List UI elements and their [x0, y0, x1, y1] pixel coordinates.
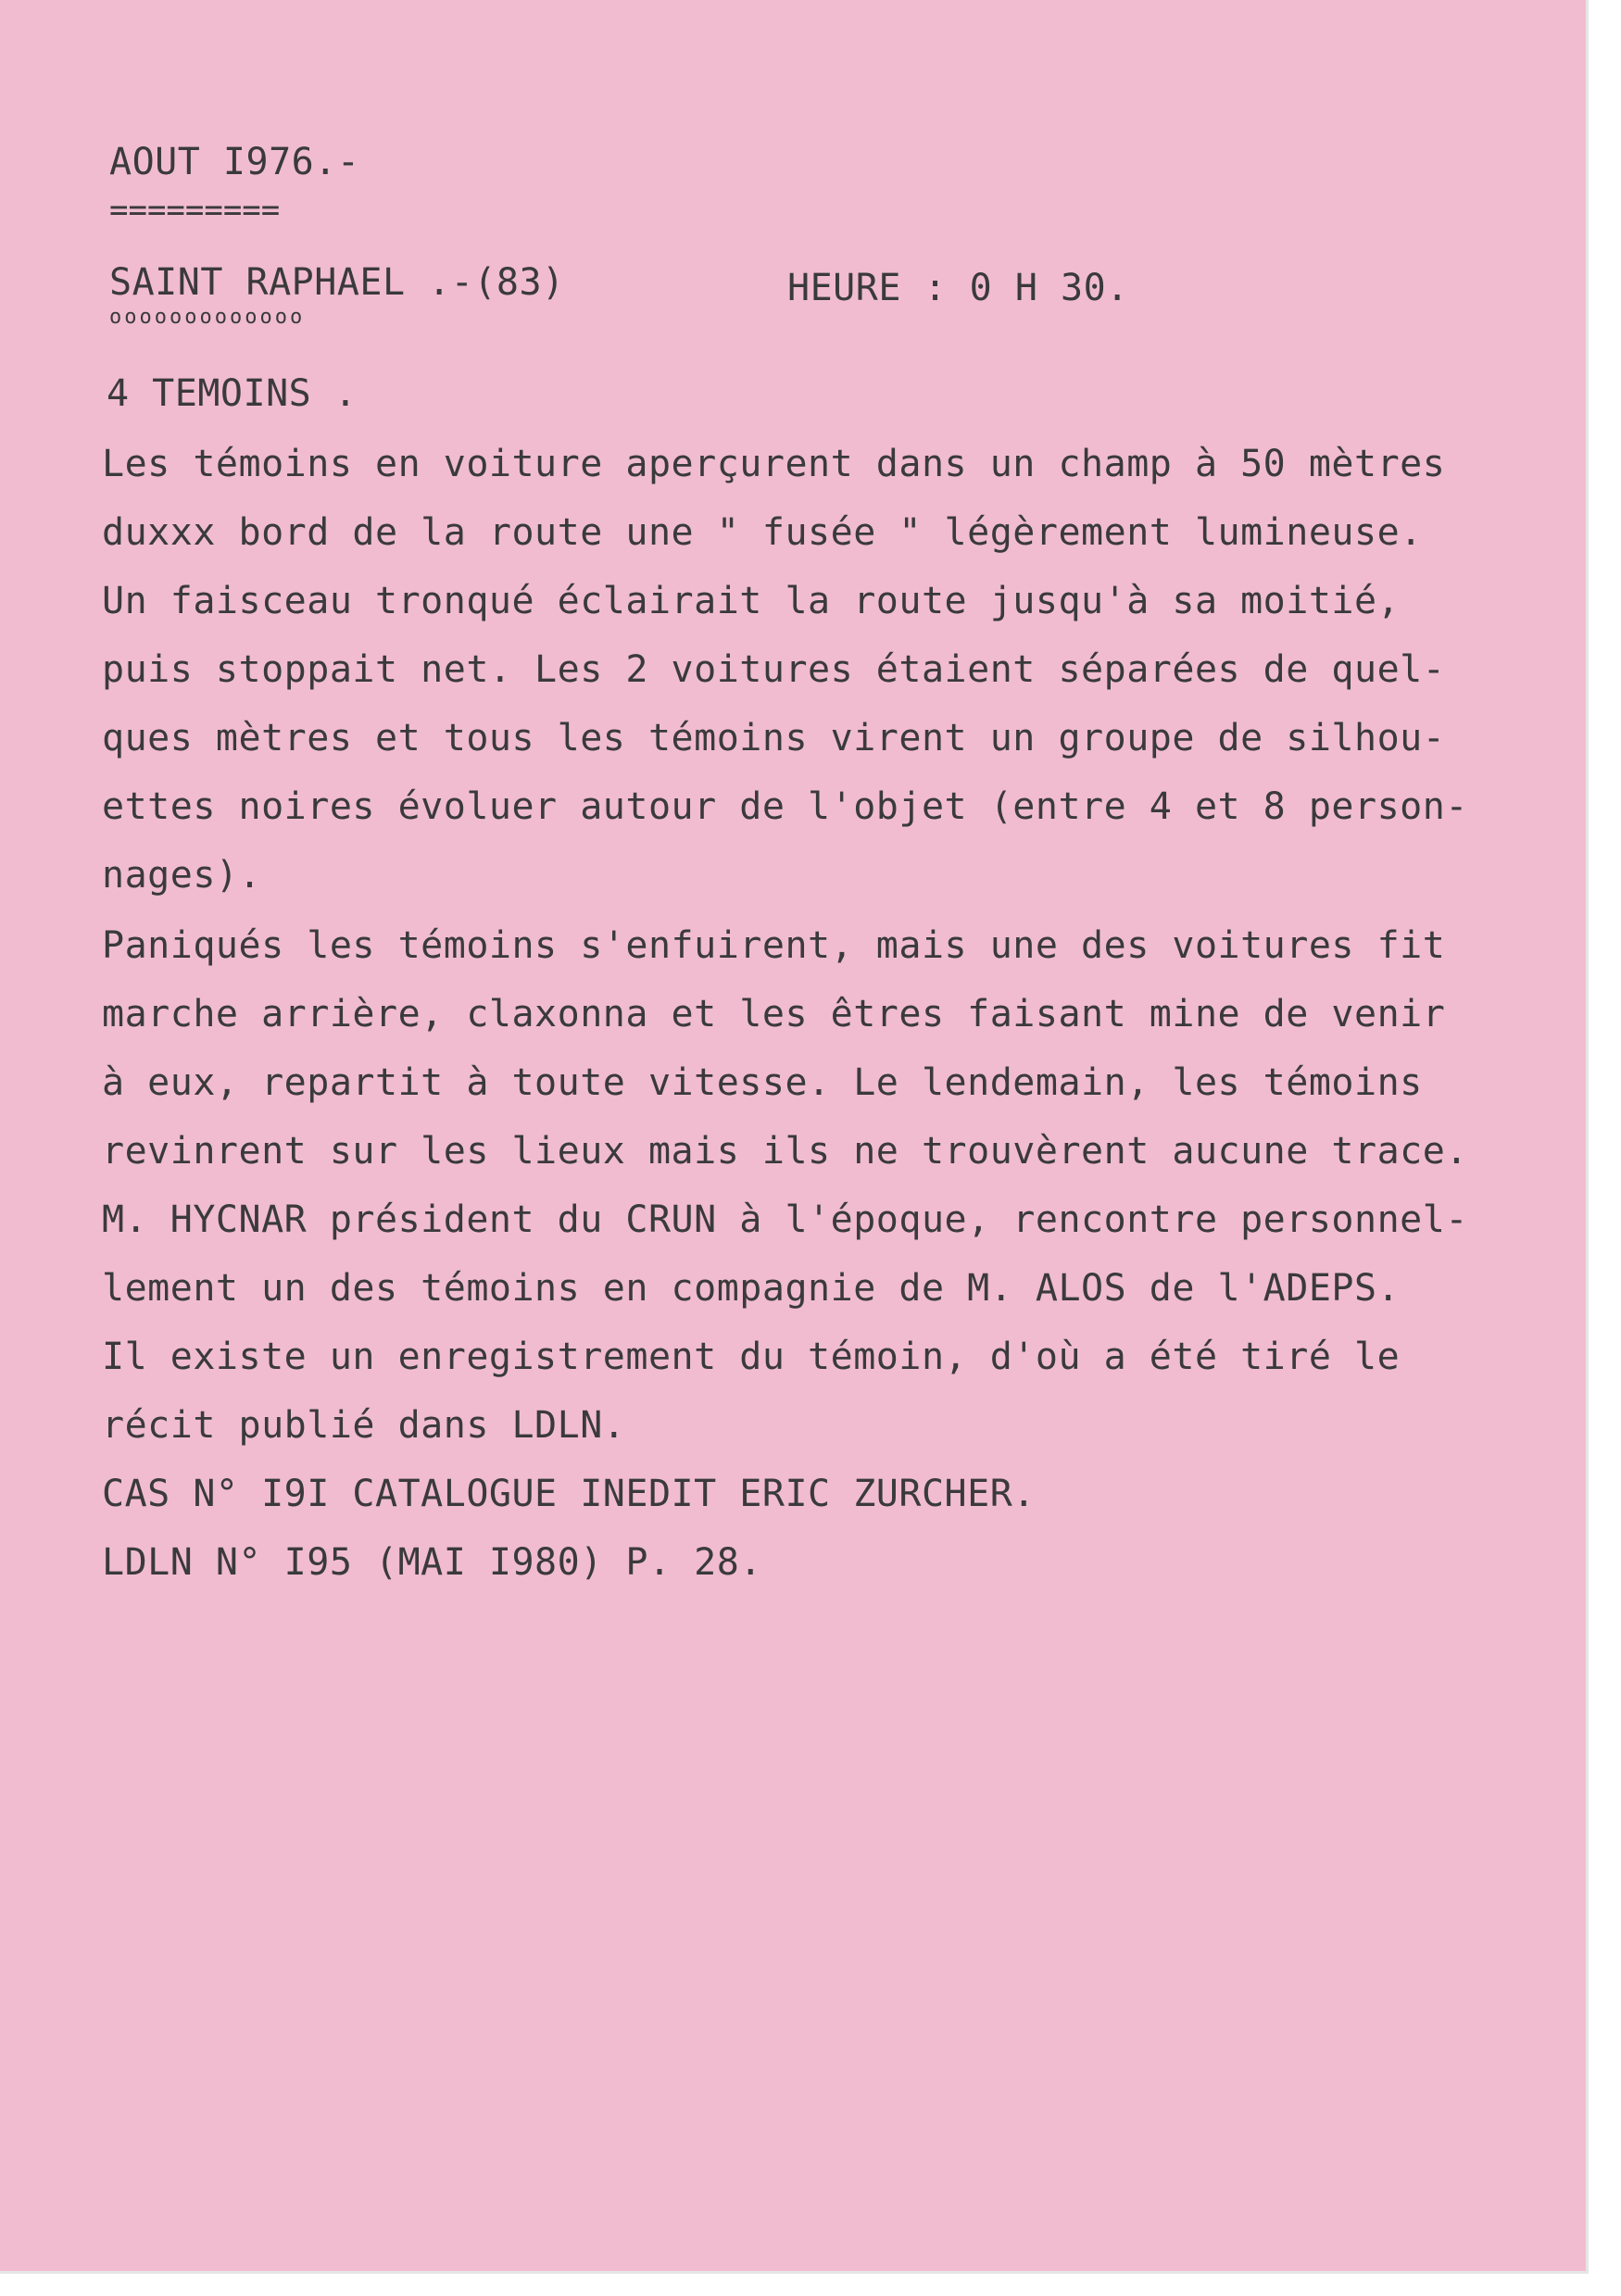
body-line: Un faisceau tronqué éclairait la route jusqu'à sa moitié,	[102, 580, 1401, 622]
body-line: Les témoins en voiture aperçurent dans un champ à 50 mètres	[102, 443, 1446, 485]
body-line: duxxx bord de la route une " fusée " légèrement lumineuse.	[102, 511, 1423, 554]
witness-count: 4 TEMOINS .	[107, 372, 358, 415]
body-line: ques mètres et tous les témoins virent un groupe de silhou-	[102, 717, 1446, 759]
time-heading: HEURE : 0 H 30.	[787, 267, 1129, 309]
location-heading: SAINT RAPHAEL .-(83)	[109, 261, 565, 304]
body-line: à eux, repartit à toute vitesse. Le lendemain, les témoins	[102, 1061, 1423, 1104]
date-underline: =========	[109, 192, 281, 229]
location-underline: ooooooooooooo	[109, 306, 306, 329]
body-line: ettes noires évoluer autour de l'objet (entre 4 et 8 person-	[102, 785, 1468, 828]
body-line: marche arrière, claxonna et les êtres faisant mine de venir	[102, 993, 1446, 1035]
date-heading: AOUT I976.-	[109, 141, 360, 183]
body-line: puis stoppait net. Les 2 voitures étaient séparées de quel-	[102, 648, 1446, 691]
body-line: M. HYCNAR président du CRUN à l'époque, rencontre personnel-	[102, 1198, 1468, 1241]
catalogue-reference: CAS N° I9I CATALOGUE INEDIT ERIC ZURCHER.	[102, 1473, 1036, 1515]
body-line: lement un des témoins en compagnie de M. ALOS de l'ADEPS.	[102, 1267, 1401, 1310]
body-line: nages).	[102, 854, 262, 897]
body-line: récit publié dans LDLN.	[102, 1404, 626, 1447]
body-line: revinrent sur les lieux mais ils ne trouvèrent aucune trace.	[102, 1130, 1468, 1173]
body-line: Paniqués les témoins s'enfuirent, mais une des voitures fit	[102, 924, 1446, 967]
publication-reference: LDLN N° I95 (MAI I980) P. 28.	[102, 1541, 762, 1584]
body-line: Il existe un enregistrement du témoin, d'où a été tiré le	[102, 1336, 1401, 1378]
